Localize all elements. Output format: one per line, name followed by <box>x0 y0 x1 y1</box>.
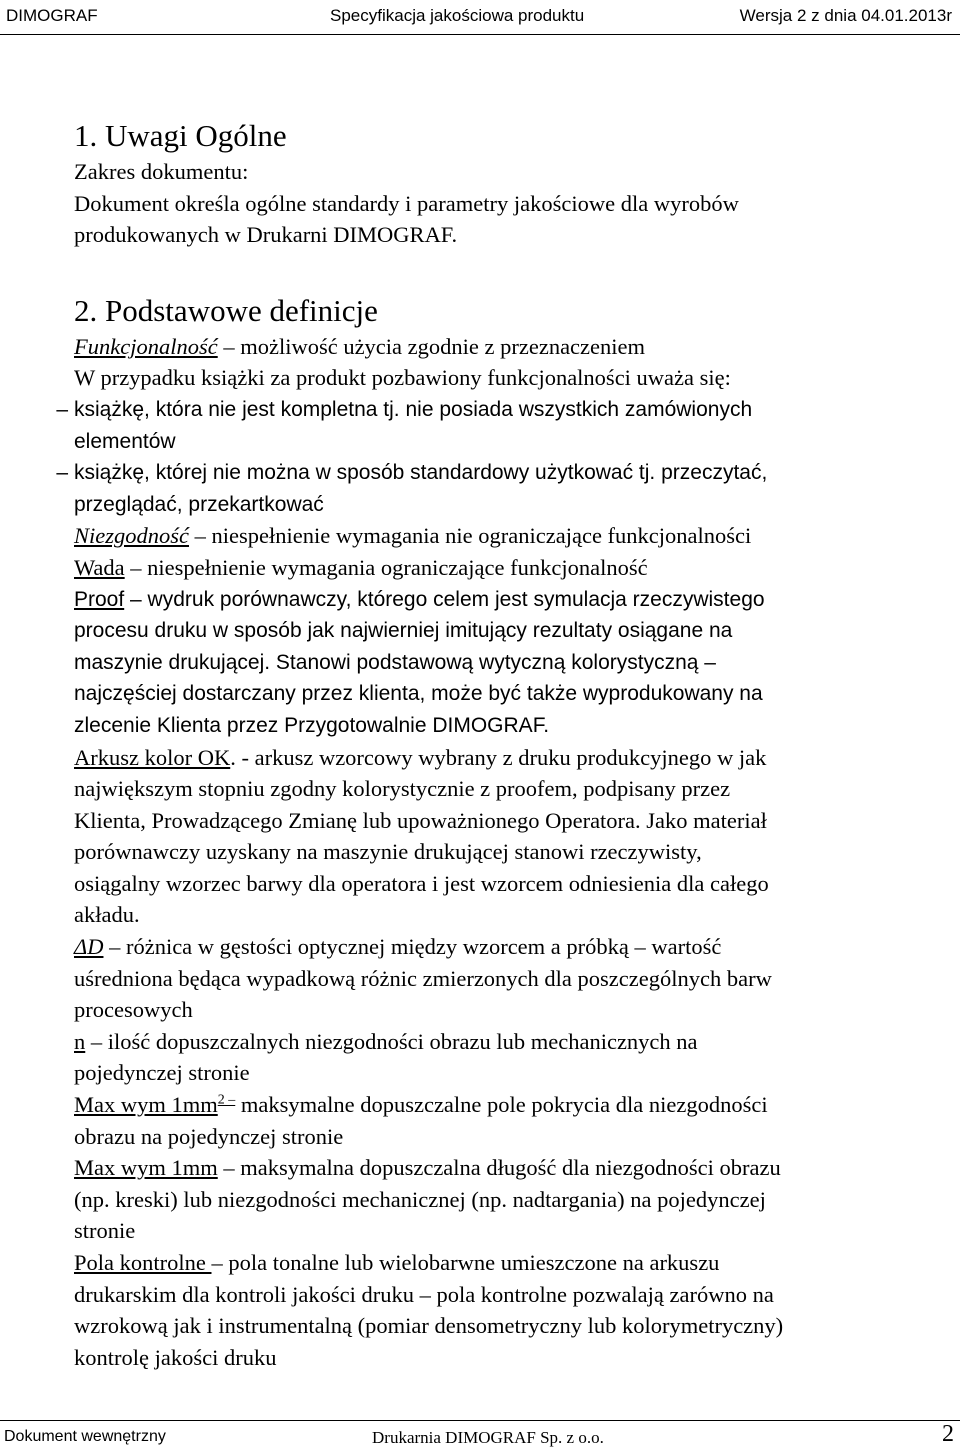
definition-line: wzrokową jak i instrumentalną (pomiar densometryczny lub kolorymetryczny) <box>74 1313 784 1339</box>
term: Wada <box>74 554 125 580</box>
definition-pola-kontrolne <box>74 1247 940 1373</box>
term: Pola kontrolne <box>74 1250 212 1275</box>
definition-text: . - arkusz wzorcowy wybrany z druku produkcyjnego w jak <box>230 744 767 770</box>
header-company: DIMOGRAF <box>6 6 98 25</box>
definition-line: procesowych <box>74 997 193 1023</box>
definition-max-mm <box>74 1152 940 1247</box>
definition-text: – ilość dopuszczalnych niezgodności obrazu lub mechanicznych na <box>85 1028 698 1054</box>
definition-line: zlecenie Klienta przez Przygotowalnie DIMOGRAF. <box>74 713 550 737</box>
definition-text: – wydruk porównawczy, którego celem jest symulacja rzeczywistego <box>124 587 765 611</box>
definition-line: akładu. <box>74 902 140 928</box>
definition-line: porównawczy uzyskany na maszynie drukującej stanowi rzeczywisty, <box>74 839 702 865</box>
header-version: Wersja 2 z dnia 04.01.2013r <box>739 6 952 25</box>
definition-arkusz <box>74 742 940 932</box>
bullet-item <box>56 457 940 520</box>
term: Max wym 1mm <box>74 1092 218 1118</box>
definition-max-mm2 <box>74 1089 940 1152</box>
bullet-item <box>56 394 940 457</box>
bullet-line: książkę, której nie można w sposób standardowy użytkować tj. przeczytać, <box>74 461 768 485</box>
term: Max wym 1mm <box>74 1155 218 1181</box>
scope-text-line: produkowanych w Drukarni DIMOGRAF. <box>74 222 458 248</box>
definition-line: pojedynczej stronie <box>74 1060 250 1086</box>
definition-niezgodnosc <box>74 520 940 552</box>
header-document-title: Specyfikacja jakościowa produktu <box>330 6 585 25</box>
term: ΔD <box>74 934 104 960</box>
term: Funkcjonalność <box>74 333 218 359</box>
bullet-line: książkę, która nie jest kompletna tj. nie posiada wszystkich zamówionych <box>74 397 753 421</box>
term: Arkusz kolor OK <box>74 744 231 770</box>
definition-line: drukarskim dla kontroli jakości druku – pola kontrolne pozwalają zarówno na <box>74 1281 774 1307</box>
definition-text: – pola tonalne lub wielobarwne umieszczone na arkuszu <box>211 1250 720 1275</box>
page-header <box>0 0 960 35</box>
definition-wada <box>74 552 940 584</box>
term: n <box>74 1028 86 1054</box>
bullet-line: elementów <box>74 429 176 453</box>
definition-text: – niespełnienie wymagania ograniczające funkcjonalność <box>124 554 648 580</box>
page-number: 2 <box>942 1421 954 1447</box>
definition-n <box>74 1026 940 1089</box>
definition-line: maszynie drukującej. Stanowi podstawową wytyczną kolorystyczną – <box>74 650 716 674</box>
document-body <box>56 116 940 1373</box>
dash-bullet-icon: – <box>56 461 68 485</box>
definition-line: obrazu na pojedynczej stronie <box>74 1123 344 1149</box>
definition-proof <box>74 584 940 742</box>
definition-line: największym stopniu zgodny kolorystycznie z proofem, podpisany przez <box>74 776 731 802</box>
section-1-heading: 1. Uwagi Ogólne <box>74 118 287 153</box>
superscript: 2 – <box>217 1092 236 1108</box>
definition-delta-d <box>74 931 940 1026</box>
bullet-line: przeglądać, przekartkować <box>74 492 324 516</box>
definition-line: Klienta, Prowadzącego Zmianę lub upoważnionego Operatora. Jako materiał <box>74 807 767 833</box>
definition-text: – możliwość użycia zgodnie z przeznaczeniem <box>217 333 646 359</box>
definition-line: uśredniona będąca wypadkową różnic zmierzonych dla poszczególnych barw <box>74 965 772 991</box>
intro-line: W przypadku książki za produkt pozbawiony funkcjonalności uważa się: <box>74 365 731 391</box>
definition-funkcjonalnosc <box>74 331 940 363</box>
definition-line: osiągalny wzorzec barwy dla operatora i jest wzorcem odniesienia dla całego <box>74 870 769 896</box>
section-2-heading: 2. Podstawowe definicje <box>74 292 378 328</box>
definition-line: najczęściej dostarczany przez klienta, może być także wyprodukowany na <box>74 682 763 706</box>
term: Proof <box>74 587 125 611</box>
definition-line: (np. kreski) lub niezgodności mechanicznej (np. nadtargania) na pojedynczej <box>74 1186 766 1212</box>
definition-text: – różnica w gęstości optycznej między wzorcem a próbką – wartość <box>103 934 722 960</box>
footer-classification: Dokument wewnętrzny <box>4 1428 166 1445</box>
dash-bullet-icon: – <box>56 397 68 421</box>
footer-company: Drukarnia DIMOGRAF Sp. z o.o. <box>372 1428 604 1447</box>
definition-text: maksymalne dopuszczalne pole pokrycia dla niezgodności <box>235 1092 768 1118</box>
page-footer <box>0 1420 960 1449</box>
scope-label: Zakres dokumentu: <box>74 159 249 184</box>
definition-text: – maksymalna dopuszczalna długość dla niezgodności obrazu <box>217 1155 781 1181</box>
scope-text-line: Dokument określa ogólne standardy i parametry jakościowe dla wyrobów <box>74 190 739 216</box>
definition-text: – niespełnienie wymagania nie ograniczające funkcjonalności <box>189 523 752 549</box>
definition-line: stronie <box>74 1218 136 1244</box>
definition-line: kontrolę jakości druku <box>74 1344 277 1370</box>
definition-line: procesu druku w sposób jak najwierniej imitujący rezultaty osiągane na <box>74 619 733 643</box>
term: Niezgodność <box>74 523 189 549</box>
